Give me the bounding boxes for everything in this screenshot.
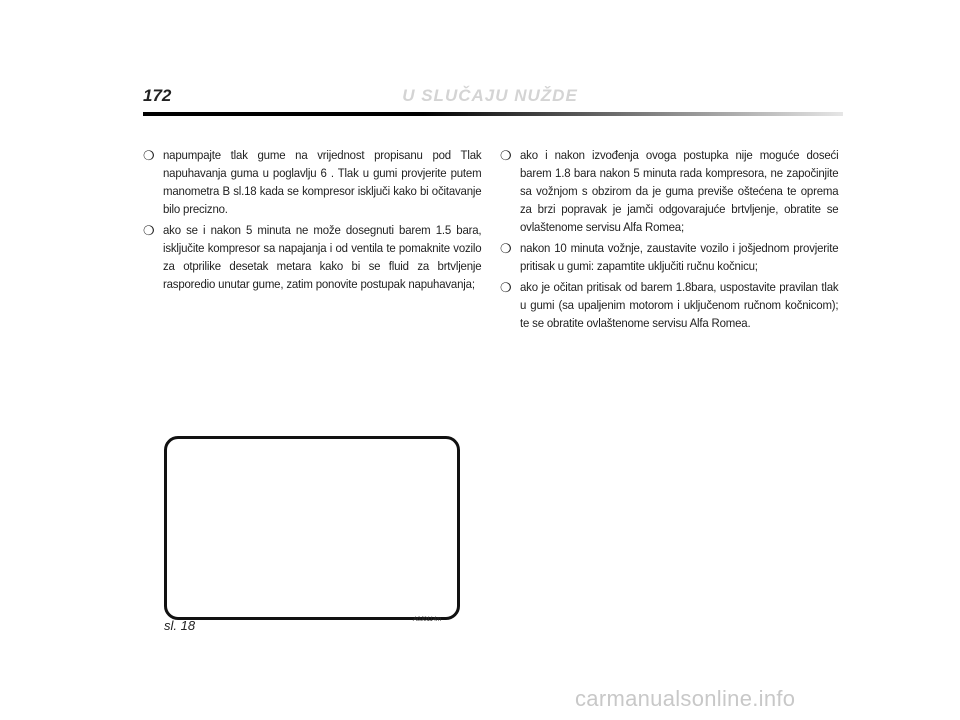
list-item-text: nakon 10 minuta vožnje, zaustavite vozilo i jošjednom provjerite pritisak u gumi: zapamtite uključiti ručnu kočnicu; <box>520 241 839 273</box>
list-item-text: ako se i nakon 5 minuta ne može dosegnuti barem 1.5 bara, isključite kompresor sa napajanja i od ventila te pomaknite vozilo za otprilike desetak metara kako bi se fluid za brtvljenje rasporedio unutar gume, zatim ponovite postupak napuhavanja; <box>163 223 482 291</box>
page-number: 172 <box>143 86 172 105</box>
watermark: carmanualsonline.info <box>575 686 796 711</box>
list-item-text: napumpajte tlak gume na vrijednost propisanu pod Tlak napuhavanja guma u poglavlju 6 . Tlak u gumi provjerite putem manometra B sl.18 kada se kompresor isključi kako bi očitavanje bilo precizno. <box>163 148 482 216</box>
bullet-circle-icon: ❍ <box>143 148 155 163</box>
header-rule <box>143 112 843 116</box>
list-item-text: ako je očitan pritisak od barem 1.8bara, uspostavite pravilan tlak u gumi (sa upaljenim motorom i uključenom ručnom kočnicom); te se obratite ovlaštenome servisu Alfa Romea. <box>520 280 839 330</box>
list-item-text: ako i nakon izvođenja ovoga postupka nije moguće doseći barem 1.8 bara nakon 5 minuta rada kompresora, ne započinjite sa vožnjom s obzirom da je guma previše oštećena te oprema za brzi popravak je jamči odgovarajuće brtvljenje, obratite se ovlaštenome servisu Alfa Romea; <box>520 148 839 234</box>
figure-caption: sl. 18 <box>164 618 196 633</box>
bullet-circle-icon: ❍ <box>143 223 155 238</box>
list-item <box>500 239 840 275</box>
list-item <box>143 221 483 293</box>
bullet-circle-icon: ❍ <box>500 148 512 163</box>
list-item <box>143 146 483 218</box>
left-column <box>143 146 483 296</box>
right-column <box>500 146 840 335</box>
section-title: U SLUČAJU NUŽDE <box>402 86 578 105</box>
bullet-circle-icon: ❍ <box>500 280 512 295</box>
list-item <box>500 146 840 236</box>
figure-frame <box>164 436 460 620</box>
figure-code: A0J0114m <box>413 617 442 623</box>
bullet-circle-icon: ❍ <box>500 241 512 256</box>
list-item <box>500 278 840 332</box>
